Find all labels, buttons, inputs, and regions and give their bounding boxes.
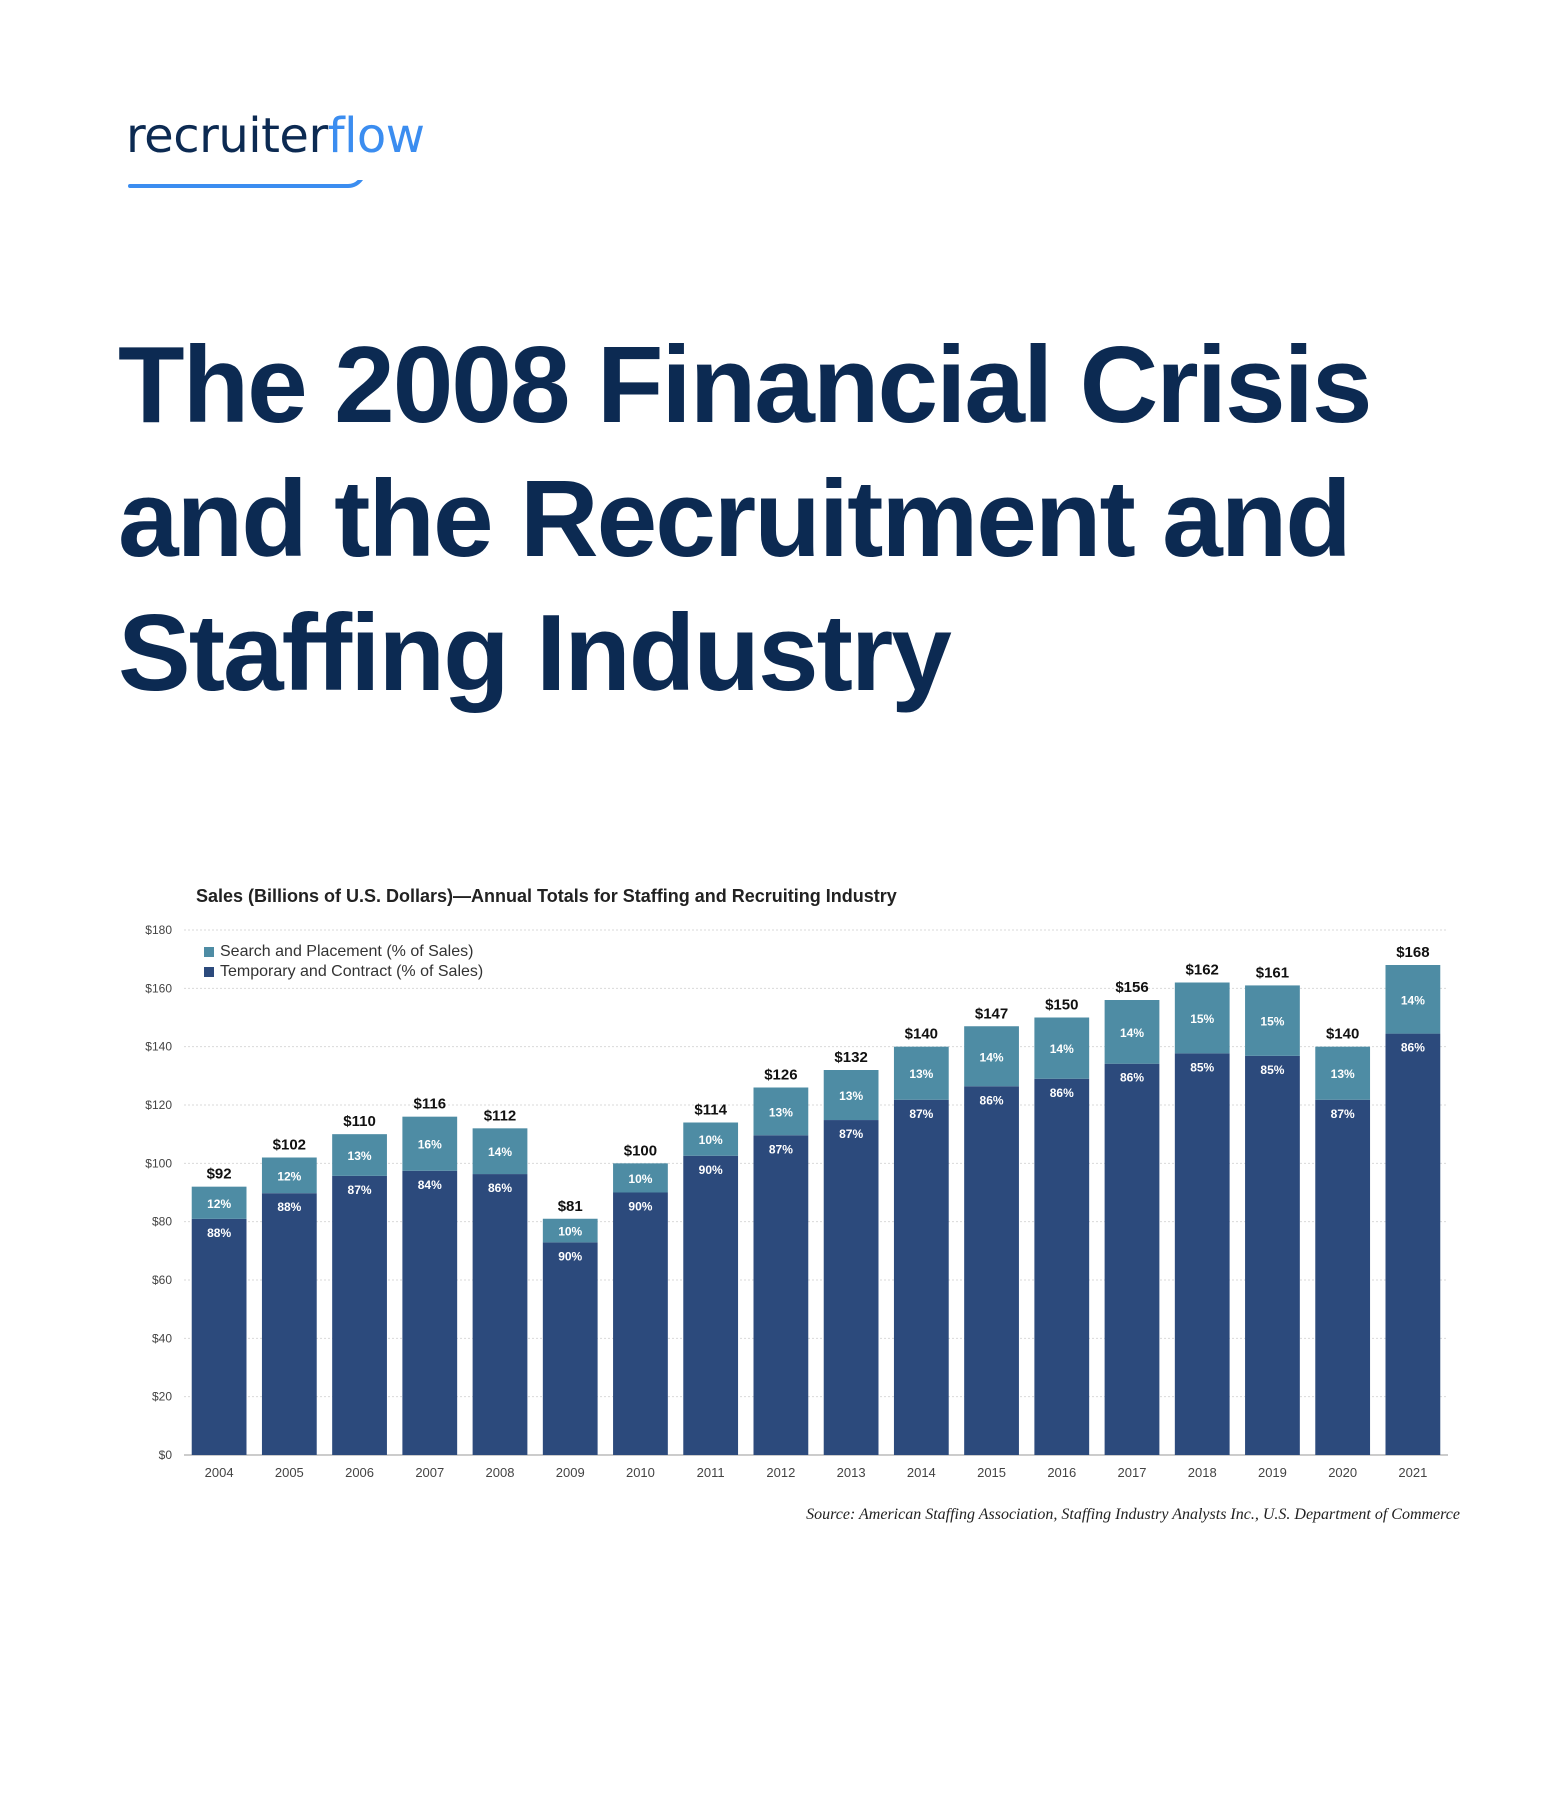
chart-source: Source: American Staffing Association, Staffing Industry Analysts Inc., U.S. Department of Commerce [806,1506,1460,1523]
x-tick-label: 2005 [274,1465,304,1480]
x-tick-label: 2018 [1187,1465,1217,1480]
bar-temporary-percent-label: 87% [909,1106,934,1121]
legend-label-search: Search and Placement (% of Sales) [220,943,474,960]
bar-temporary-percent-label: 88% [207,1225,232,1240]
bar-segment-temporary [473,1174,528,1455]
y-tick-label: $180 [145,923,172,937]
y-tick-label: $20 [151,1389,172,1404]
logo-text-recruiter: recruiter [126,108,328,164]
bar-search-percent-label: 12% [207,1196,232,1211]
bar-total-label: $100 [623,1142,658,1160]
bar-total-label: $150 [1045,996,1079,1014]
x-tick-label: 2006 [345,1465,375,1480]
bar-search-percent-label: 13% [347,1149,372,1164]
bar-temporary-percent-label: 88% [277,1200,302,1215]
bar-search-percent-label: 10% [558,1224,583,1239]
bar-total-label: $168 [1396,944,1430,961]
x-tick-label: 2013 [836,1465,866,1480]
bar-temporary-percent-label: 85% [1260,1062,1285,1077]
bar-total-label: $81 [557,1197,583,1215]
brand-logo [126,108,425,164]
logo-text-flow: flow [327,108,425,164]
bar-segment-temporary [543,1242,598,1455]
bar-segment-temporary [754,1135,809,1455]
x-tick-label: 2004 [204,1465,234,1480]
bar-total-label: $161 [1255,964,1290,982]
x-tick-label: 2020 [1328,1465,1358,1480]
bar-segment-temporary [1386,1034,1441,1455]
bar-temporary-percent-label: 87% [347,1182,372,1197]
bar-search-percent-label: 13% [909,1067,934,1082]
x-tick-label: 2011 [696,1465,725,1480]
bar-temporary-percent-label: 84% [417,1177,442,1192]
bar-temporary-percent-label: 86% [1400,1040,1425,1055]
bar-total-label: $140 [904,1025,939,1043]
bar-segment-temporary [1315,1100,1370,1455]
bar-temporary-percent-label: 86% [1049,1085,1074,1100]
bar-temporary-percent-label: 87% [768,1142,793,1157]
bar-segment-temporary [1245,1056,1300,1455]
bar-total-label: $110 [343,1113,376,1131]
bar-temporary-percent-label: 90% [558,1249,583,1264]
bar-total-label: $140 [1325,1025,1360,1043]
x-tick-label: 2016 [1047,1465,1077,1480]
bar-search-percent-label: 14% [1400,993,1425,1008]
y-tick-label: $140 [145,1039,172,1054]
bar-search-percent-label: 12% [277,1169,302,1184]
bar-temporary-percent-label: 90% [698,1162,723,1177]
bar-search-percent-label: 10% [698,1133,723,1148]
bar-search-percent-label: 15% [1190,1011,1215,1026]
bar-search-percent-label: 15% [1260,1014,1285,1029]
chart-container [120,870,1460,1550]
bar-total-label: $116 [413,1095,447,1113]
x-tick-label: 2017 [1117,1465,1147,1480]
bar-search-percent-label: 14% [1119,1025,1145,1040]
bar-search-percent-label: 10% [628,1171,653,1186]
bar-temporary-percent-label: 86% [1119,1070,1145,1085]
bar-total-label: $156 [1115,979,1149,996]
bar-temporary-percent-label: 86% [979,1093,1004,1108]
bar-segment-temporary [1175,1053,1230,1455]
page-title: The 2008 Financial Crisis and the Recruitment and Staffing Industry [118,324,1371,714]
bar-segment-temporary [683,1156,738,1455]
bar-segment-temporary [613,1193,668,1456]
x-tick-label: 2021 [1398,1465,1428,1480]
bar-segment-temporary [192,1219,247,1455]
bar-total-label: $126 [764,1066,798,1084]
bar-segment-temporary [894,1100,949,1455]
x-tick-label: 2015 [977,1465,1007,1480]
chart-title: Sales (Billions of U.S. Dollars)—Annual Totals for Staffing and Recruiting Industry [196,886,897,906]
x-tick-label: 2010 [625,1465,655,1480]
bar-temporary-percent-label: 90% [628,1199,653,1214]
x-tick-label: 2019 [1257,1465,1287,1480]
bar-search-percent-label: 14% [487,1145,513,1160]
y-tick-label: $80 [151,1214,172,1229]
y-tick-label: $120 [145,1098,172,1112]
bar-total-label: $112 [483,1107,517,1125]
x-tick-label: 2009 [555,1465,585,1480]
legend-label-temporary: Temporary and Contract (% of Sales) [220,963,484,980]
x-tick-label: 2014 [906,1465,936,1480]
y-tick-label: $0 [158,1448,172,1462]
y-tick-label: $160 [145,981,172,996]
bar-search-percent-label: 13% [839,1089,864,1104]
bar-segment-temporary [402,1171,457,1455]
bar-total-label: $92 [206,1165,232,1183]
bar-search-percent-label: 13% [768,1105,793,1120]
bar-temporary-percent-label: 87% [839,1127,864,1142]
chart-legend [204,942,483,982]
bar-segment-temporary [1034,1079,1089,1455]
x-tick-label: 2012 [766,1465,796,1480]
bar-search-percent-label: 14% [979,1050,1004,1065]
y-tick-label: $40 [151,1331,172,1346]
x-tick-label: 2007 [415,1465,445,1480]
bar-segment-temporary [332,1176,387,1455]
bar-total-label: $114 [694,1101,727,1119]
bar-search-percent-label: 16% [417,1137,442,1152]
bar-total-label: $147 [974,1005,1009,1023]
bar-total-label: $102 [272,1136,307,1154]
legend-item-search [204,942,483,962]
legend-swatch-search [204,947,214,957]
legend-swatch-temporary [204,967,214,977]
bar-segment-temporary [262,1193,317,1455]
bar-temporary-percent-label: 86% [487,1181,513,1196]
logo-underline-mark [128,180,446,192]
legend-item-temporary [204,962,483,982]
bar-temporary-percent-label: 87% [1330,1106,1355,1121]
bar-search-percent-label: 13% [1330,1067,1355,1082]
bar-segment-temporary [824,1120,879,1455]
bar-total-label: $132 [834,1049,868,1066]
bar-search-percent-label: 14% [1049,1042,1074,1057]
bar-segment-temporary [1105,1064,1160,1455]
x-tick-label: 2008 [485,1465,515,1480]
bar-segment-temporary [964,1086,1019,1455]
y-tick-label: $100 [145,1156,172,1171]
y-tick-label: $60 [151,1273,172,1287]
bar-temporary-percent-label: 85% [1190,1060,1215,1075]
bar-total-label: $162 [1185,961,1219,979]
